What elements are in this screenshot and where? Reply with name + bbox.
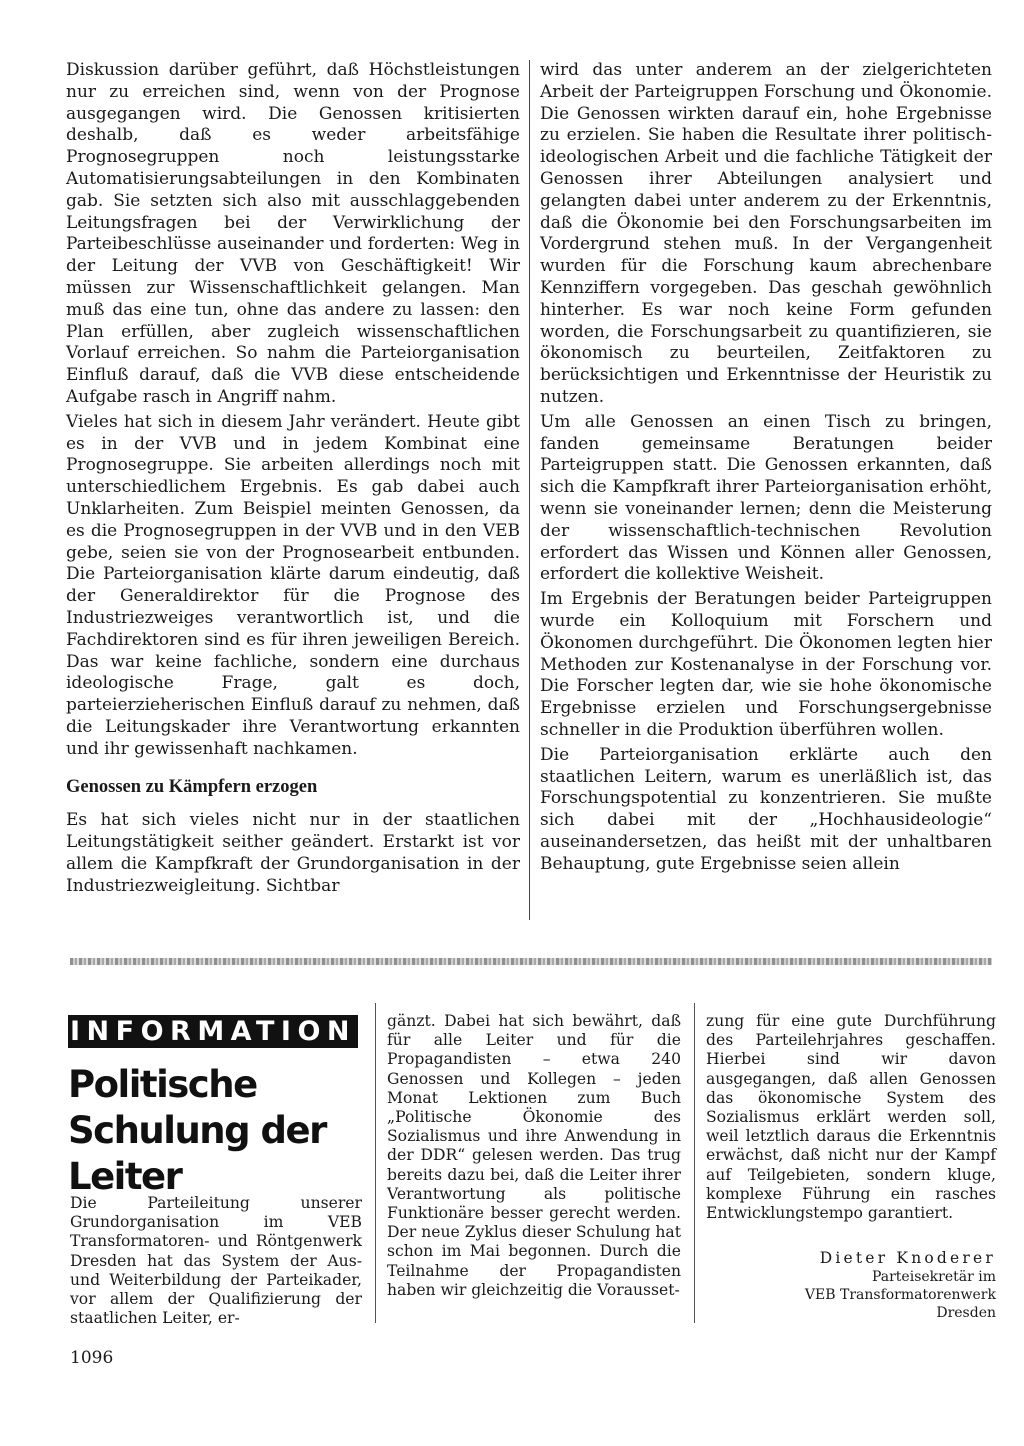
column-divider (375, 1003, 376, 1323)
info-column-2: gänzt. Dabei hat sich bewährt, daß für alle Leiter und für die Propagandisten – etwa 240 Genossen und Kollegen – jeden Monat Lektionen zum Buch „Politische Ökonomie des Sozialismus und ihre Anwendung in der DDR“ gelesen werden. Das trug bereits dazu bei, daß die Leiter ihrer Verantwortung als politische Funktionäre besser gerecht werden. Der neue Zyklus dieser Schulung hat schon im Mai begonnen. Durch die Teilnahme der Propagandisten haben wir gleichzeitig die Vorausset- (387, 1012, 681, 1299)
paragraph: wird das unter anderem an der zielgerichteten Arbeit der Parteigruppen Forschung und Ökonomie. Die Genossen wirkten darauf ein, hohe Ergebnisse zu erzielen. Sie haben die Resultate ihrer politisch-ideologischen Arbeit und die fachliche Tätigkeit der Genossen ihrer Abteilungen analysiert und gelangten dabei unter anderem zu der Erkenntnis, daß die Ökonomie bei den Forschungsarbeiten im Vordergrund stehen muß. In der Vergangenheit wurden für die Forschung kaum abrechenbare Kennziffern vorgegeben. Das geschah gewöhnlich hinterher. Es war noch keine Form gefunden worden, die Forschungsarbeit zu quantifizieren, sie ökonomisch zu beurteilen, Zeitfaktoren zu berücksichtigen und Erkenntnisse der Heuristik zu nutzen. (540, 60, 992, 407)
column-divider (694, 1003, 695, 1323)
author-role: Dresden (936, 1305, 996, 1321)
article-right-column (540, 60, 992, 875)
author-role: Parteisekretär im (871, 1269, 996, 1285)
paragraph: Diskussion darüber geführt, daß Höchstleistungen nur zu erreichen sind, wenn von der Prognose ausgegangen wird. Die Genossen kritisierten deshalb, daß es weder arbeitsfähige Prognosegruppen noch leistungsstarke Automatisierungsabteilungen in den Kombinaten gab. Sie setzten sich also mit ausschlaggebenden Leitungsfragen bei der Verwirklichung der Parteibeschlüsse auseinander und forderten: Weg in der Leitung der VVB von Geschäftigkeit! Wir müssen zur Wissenschaftlichkeit gelangen. Man muß das eine tun, ohne das andere zu lassen: den Plan erfüllen, aber zugleich wissenschaftlichen Vorlauf erreichen. So nahm die Parteiorganisation Einfluß darauf, daß die VVB diese entscheidende Aufgabe rasch in Angriff nahm. (66, 60, 520, 407)
information-label: INFORMATION (69, 1016, 356, 1047)
page-number: 1096 (70, 1348, 114, 1368)
paragraph: Vieles hat sich in diesem Jahr verändert. Heute gibt es in der VVB und in jedem Kombinat eine Prognosegruppe. Sie arbeiten allerdings noch mit unterschiedlichem Ergebnis. Es gab dabei auch Unklarheiten. Zum Beispiel meinten Genossen, da es die Prognosegruppen in der VVB und in den VEB gebe, seien sie von der Prognosearbeit entbunden. Die Parteiorganisation klärte darum eindeutig, daß der Generaldirektor für die Prognose des Industriezweiges verantwortlich ist, und die Fachdirektoren sind es für ihren jeweiligen Bereich. Das war keine fachliche, sondern eine durchaus ideologische Frage, galt es doch, parteierzieherischen Einfluß darauf zu nehmen, daß die Leitungskader ihre Verantwortung erkannten und ihr gewissenhaft nachkamen. (66, 411, 520, 759)
section-divider (70, 958, 992, 965)
section-subheading: Genossen zu Kämpfern erzogen (66, 776, 318, 797)
paragraph: Um alle Genossen an einen Tisch zu bringen, fanden gemeinsame Beratungen beider Parteigruppen statt. Die Genossen erkannten, daß sich die Kampfkraft ihrer Parteiorganisation erhöht, wenn sie voneinander lernen; denn die Meisterung der wissenschaftlich-technischen Revolution erfordert das Wissen und Können aller Genossen, erfordert die kollektive Weisheit. (540, 411, 992, 585)
paragraph: Die Parteiorganisation erklärte auch den staatlichen Leitern, warum es unerläßlich ist, das Forschungspotential zu konzentrieren. Sie mußte sich dabei mit der „Hochhausideologie“ auseinandersetzen, das heißt mit der unhaltbaren Behauptung, gute Ergebnisse seien allein (540, 744, 992, 874)
info-column-1: Die Parteileitung unserer Grundorganisation im VEB Transformatoren- und Röntgenwerk Dresden hat das System der Aus- und Weiterbildung der Parteikader, vor allem der Qualifizierung der staatlichen Leiter, er- (70, 1194, 362, 1328)
column-divider (529, 60, 530, 920)
author-role: VEB Transformatorenwerk (804, 1287, 996, 1303)
author-block (706, 1248, 996, 1322)
info-headline: Politische Schulung der Leiter (68, 1063, 326, 1198)
author-name: Dieter Knoderer (819, 1249, 996, 1267)
article-left-column (66, 60, 520, 897)
paragraph: Im Ergebnis der Beratungen beider Parteigruppen wurde ein Kolloquium mit Forschern und Ökonomen durchgeführt. Die Ökonomen legten hier Methoden zur Kostenanalyse in der Forschung vor. Die Forscher legten dar, wie sie hohe ökonomische Ergebnisse erzielen und Forschungsergebnisse schneller in die Produktion überführen wollen. (540, 589, 992, 740)
info-column-3: zung für eine gute Durchführung des Parteilehrjahres geschaffen. Hierbei sind wir davon ausgegangen, daß allen Genossen das ökonomische System des Sozialismus erklärt werden soll, weil letztlich daraus die Erkenntnis erwächst, daß nicht nur der Kampf auf Teilgebieten, sondern kluge, komplexe Führung ein rasches Entwicklungstempo garantiert. (706, 1012, 996, 1223)
paragraph: Es hat sich vieles nicht nur in der staatlichen Leitungstätigkeit seither geändert. Erstarkt ist vor allem die Kampfkraft der Grundorganisation in der Industriezweigleitung. Sichtbar (66, 810, 520, 896)
